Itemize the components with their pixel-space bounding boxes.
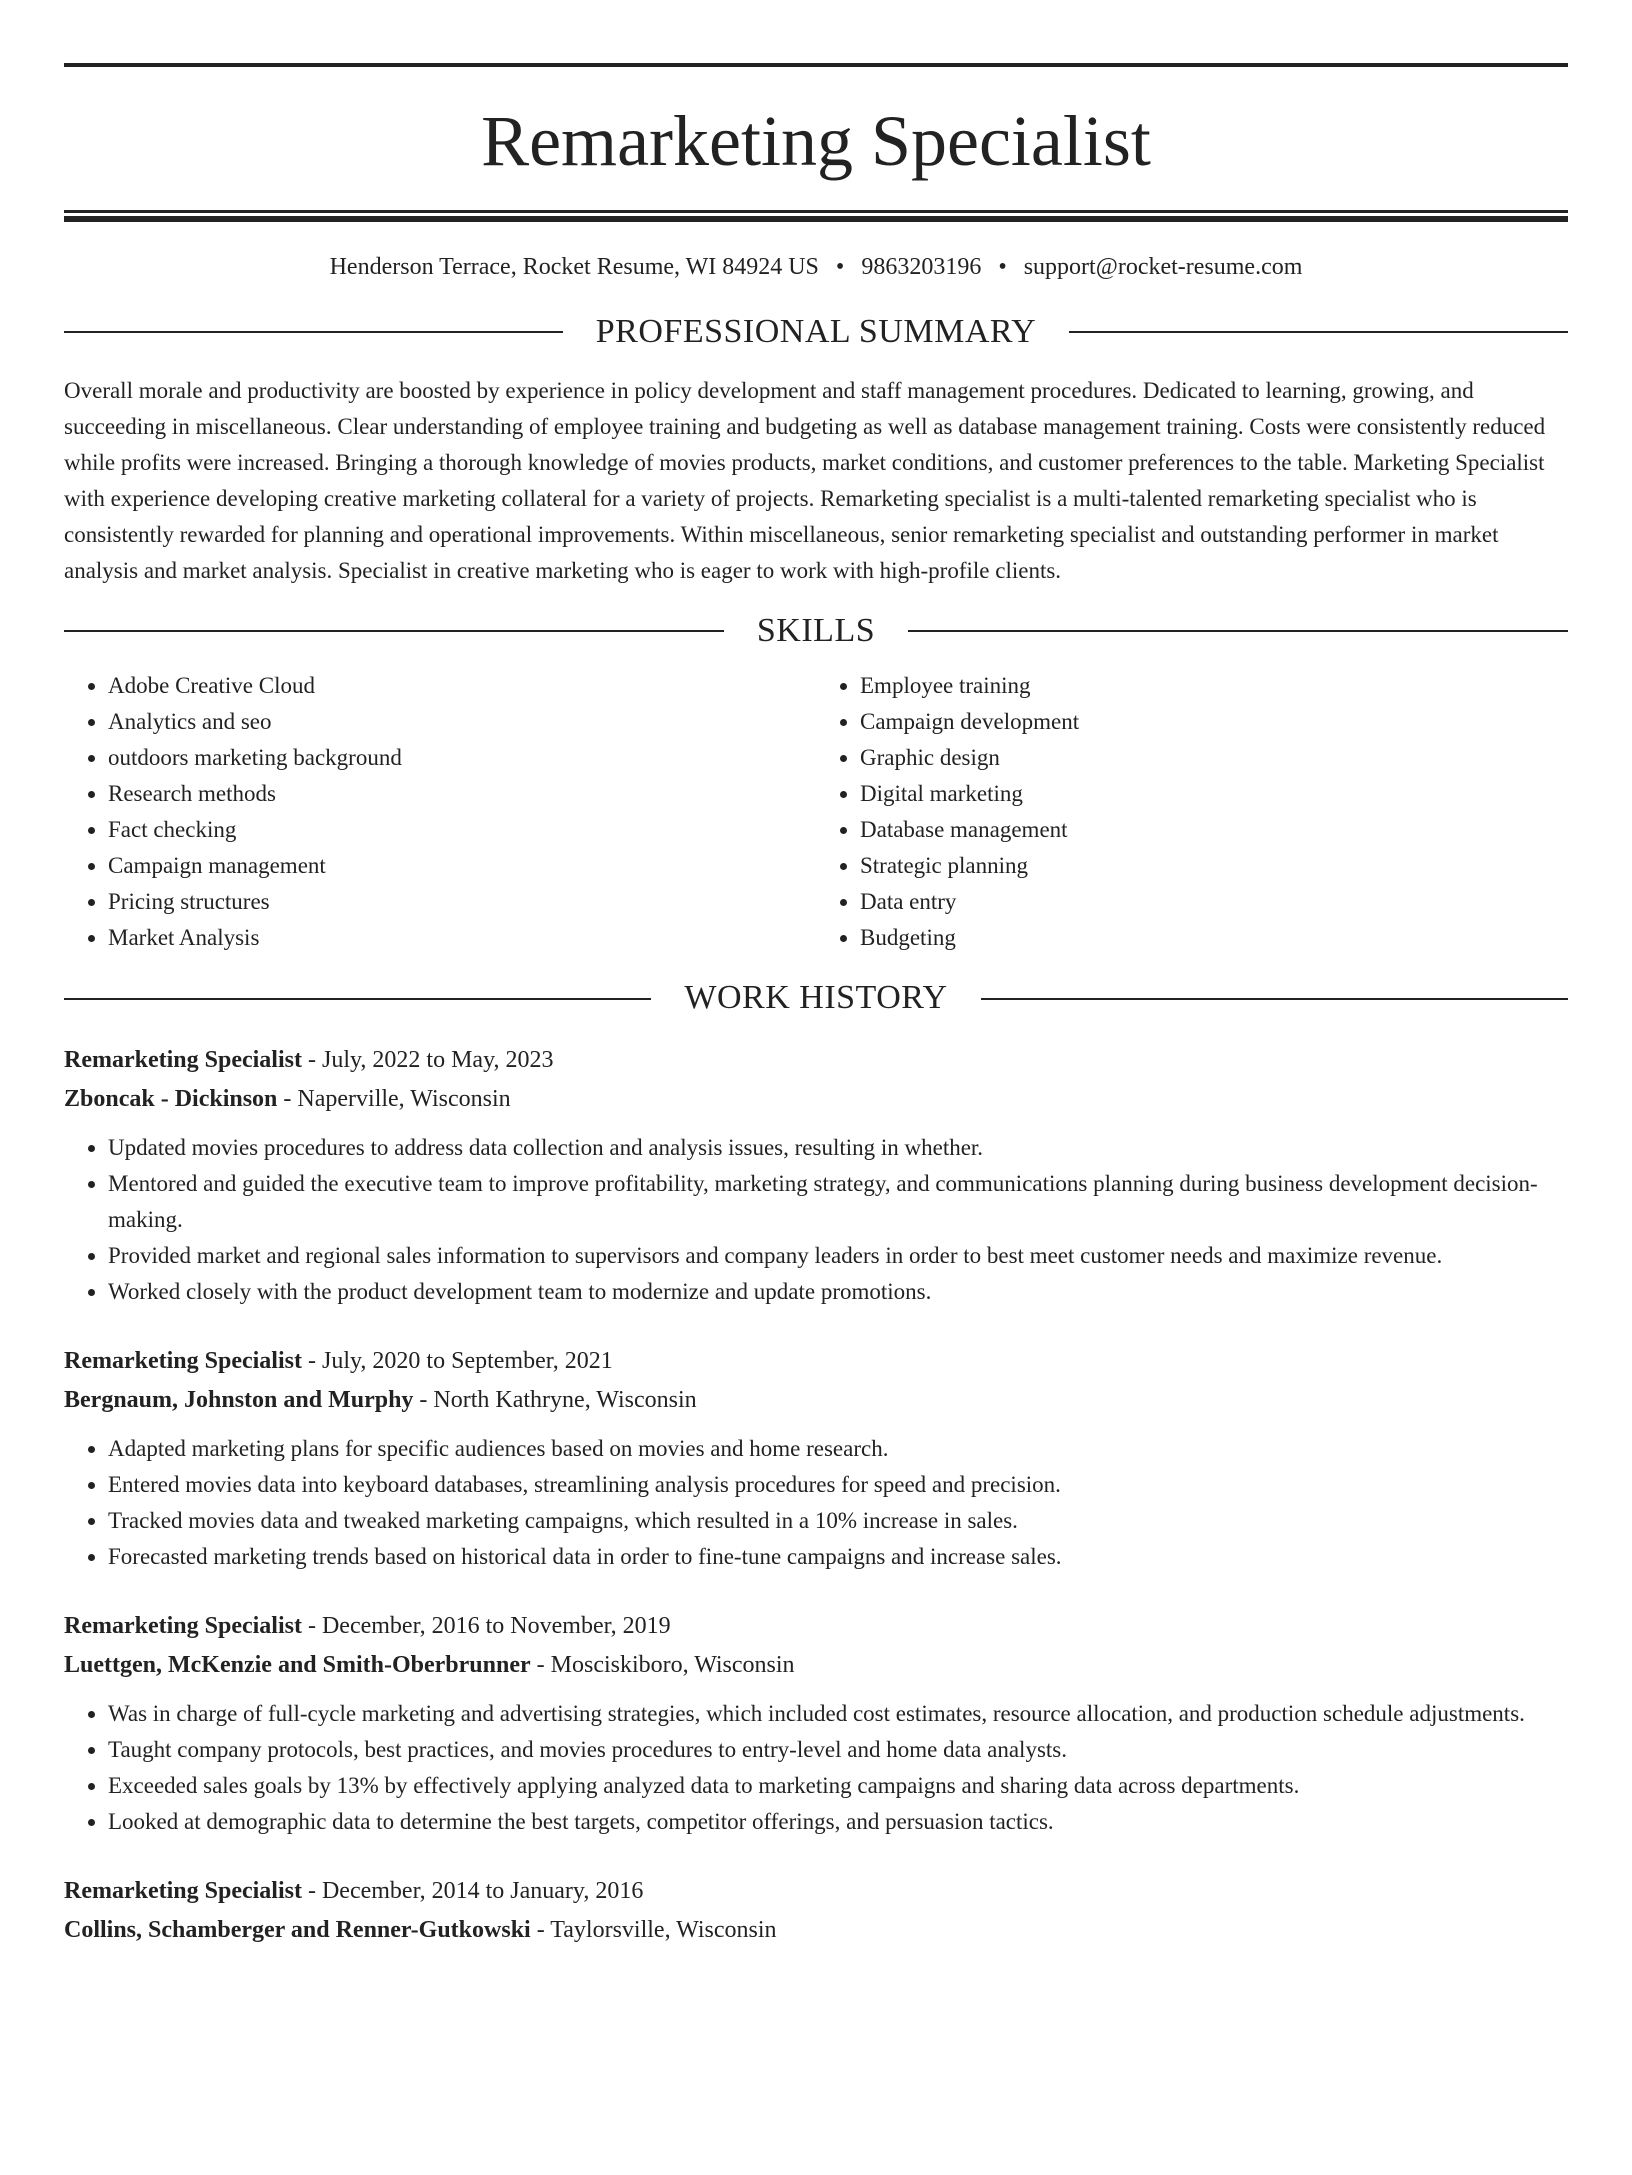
job-title: Remarketing Specialist xyxy=(64,1348,302,1375)
work-heading xyxy=(64,978,1568,1019)
job-bullets xyxy=(64,1696,1568,1840)
skill-item: • Campaign development xyxy=(860,704,1568,740)
contact-email: support@rocket-resume.com xyxy=(1023,254,1303,280)
skills-heading-title: SKILLS xyxy=(756,611,876,649)
skill-item: • Database management xyxy=(860,812,1568,848)
skills-columns xyxy=(64,668,1568,956)
summary-text: Overall morale and productivity are boosted by experience in policy development and staff management procedures. Dedicated to learning, growing, and succeeding in miscellaneous. Clear understanding of employee training and budgeting as well as database management training. Costs were consistently reduced while profits were increased. Bringing a thorough knowledge of movies products, market conditions, and customer preferences to the table. Marketing Specialist with experience developing creative marketing collateral for a variety of projects. Remarketing specialist is a multi-talented remarketing specialist who is consistently rewarded for planning and operational improvements. Within miscellaneous, senior remarketing specialist and outstanding performer in market analysis and market analysis. Specialist in creative marketing who is eager to work with high-profile clients. xyxy=(64,377,1546,583)
heading-rule-right xyxy=(981,998,1568,1000)
job-location: - Mosciskiboro, Wisconsin xyxy=(530,1652,795,1679)
job-bullet: • Exceeded sales goals by 13% by effectively applying analyzed data to marketing campaigns and sharing data across departments. xyxy=(108,1768,1568,1804)
job-entry xyxy=(64,1872,1568,1950)
skill-item: • Campaign management xyxy=(108,848,816,884)
heading-rule-right xyxy=(1069,331,1568,333)
job-location: - Naperville, Wisconsin xyxy=(277,1086,511,1113)
top-rule xyxy=(64,63,1568,67)
job-bullet: • Updated movies procedures to address data collection and analysis issues, resulting in whether. xyxy=(108,1130,1568,1166)
skill-item: • Strategic planning xyxy=(860,848,1568,884)
contact-phone: 9863203196 xyxy=(861,254,982,280)
job-bullets xyxy=(64,1130,1568,1310)
job-bullet: • Forecasted marketing trends based on historical data in order to fine-tune campaigns and increase sales. xyxy=(108,1539,1568,1575)
skill-item: • Data entry xyxy=(860,884,1568,920)
job-entry xyxy=(64,1607,1568,1840)
job-title: Remarketing Specialist xyxy=(64,1878,302,1905)
job-entry xyxy=(64,1342,1568,1575)
job-bullet: • Looked at demographic data to determine the best targets, competitor offerings, and persuasion tactics. xyxy=(108,1804,1568,1840)
skill-item: • Pricing structures xyxy=(108,884,816,920)
heading-rule-left xyxy=(64,998,651,1000)
contact-separator: • xyxy=(835,254,845,280)
contact-line xyxy=(64,253,1568,282)
job-location: - Taylorsville, Wisconsin xyxy=(530,1917,777,1944)
skills-list-right xyxy=(816,668,1568,956)
job-bullets xyxy=(64,1431,1568,1575)
job-title: Remarketing Specialist xyxy=(64,1613,302,1640)
job-company-line xyxy=(64,1911,1568,1950)
job-dates: - July, 2020 to September, 2021 xyxy=(301,1348,613,1375)
job-bullet: • Taught company protocols, best practices, and movies procedures to entry-level and home data analysts. xyxy=(108,1732,1568,1768)
skill-item: • outdoors marketing background xyxy=(108,740,816,776)
heading-rule-right xyxy=(908,630,1568,632)
job-company: Collins, Schamberger and Renner-Gutkowski xyxy=(64,1917,531,1944)
job-title-line xyxy=(64,1607,1568,1646)
job-bullet: • Provided market and regional sales information to supervisors and company leaders in order to best meet customer needs and maximize revenue. xyxy=(108,1238,1568,1274)
job-bullet: • Adapted marketing plans for specific audiences based on movies and home research. xyxy=(108,1431,1568,1467)
job-dates: - December, 2016 to November, 2019 xyxy=(301,1613,671,1640)
heading-rule-left xyxy=(64,331,563,333)
header-double-rule xyxy=(64,210,1568,216)
job-title-line xyxy=(64,1872,1568,1911)
skill-item: • Analytics and seo xyxy=(108,704,816,740)
job-title-line xyxy=(64,1041,1568,1080)
job-entry xyxy=(64,1041,1568,1310)
summary-heading xyxy=(64,312,1568,353)
job-company: Bergnaum, Johnston and Murphy xyxy=(64,1387,414,1414)
heading-rule-left xyxy=(64,630,724,632)
job-dates: - December, 2014 to January, 2016 xyxy=(301,1878,644,1905)
skill-item: • Market Analysis xyxy=(108,920,816,956)
job-title: Remarketing Specialist xyxy=(64,1047,302,1074)
skill-item: • Employee training xyxy=(860,668,1568,704)
job-company-line xyxy=(64,1080,1568,1119)
skill-item: • Budgeting xyxy=(860,920,1568,956)
job-bullet: • Tracked movies data and tweaked marketing campaigns, which resulted in a 10% increase in sales. xyxy=(108,1503,1568,1539)
skill-item: • Research methods xyxy=(108,776,816,812)
job-title-line xyxy=(64,1342,1568,1381)
contact-separator: • xyxy=(998,254,1007,280)
job-bullet: • Mentored and guided the executive team to improve profitability, marketing strategy, and communications planning during business development decision-making. xyxy=(108,1166,1568,1238)
skill-item: • Graphic design xyxy=(860,740,1568,776)
resume-page xyxy=(0,63,1632,2175)
job-company-line xyxy=(64,1646,1568,1685)
job-company-line xyxy=(64,1381,1568,1420)
summary-heading-title: PROFESSIONAL SUMMARY xyxy=(595,312,1037,350)
job-company: Zboncak - Dickinson xyxy=(64,1086,278,1113)
contact-address: Henderson Terrace, Rocket Resume, WI 84924 US xyxy=(329,254,819,280)
skills-list-left xyxy=(64,668,816,956)
job-bullet: • Entered movies data into keyboard databases, streamlining analysis procedures for speed and precision. xyxy=(108,1467,1568,1503)
skill-item: • Fact checking xyxy=(108,812,816,848)
skill-item: • Digital marketing xyxy=(860,776,1568,812)
skill-item: • Adobe Creative Cloud xyxy=(108,668,816,704)
job-bullet: • Worked closely with the product development team to modernize and update promotions. xyxy=(108,1274,1568,1310)
job-company: Luettgen, McKenzie and Smith-Oberbrunner xyxy=(64,1652,531,1679)
resume-name: Remarketing Specialist xyxy=(481,101,1151,181)
job-dates: - July, 2022 to May, 2023 xyxy=(301,1047,554,1074)
work-heading-title: WORK HISTORY xyxy=(684,979,948,1017)
skills-heading xyxy=(64,611,1568,652)
job-bullet: • Was in charge of full-cycle marketing and advertising strategies, which included cost estimates, resource allocation, and production schedule adjustments. xyxy=(108,1696,1568,1732)
job-location: - North Kathryne, Wisconsin xyxy=(413,1387,697,1414)
